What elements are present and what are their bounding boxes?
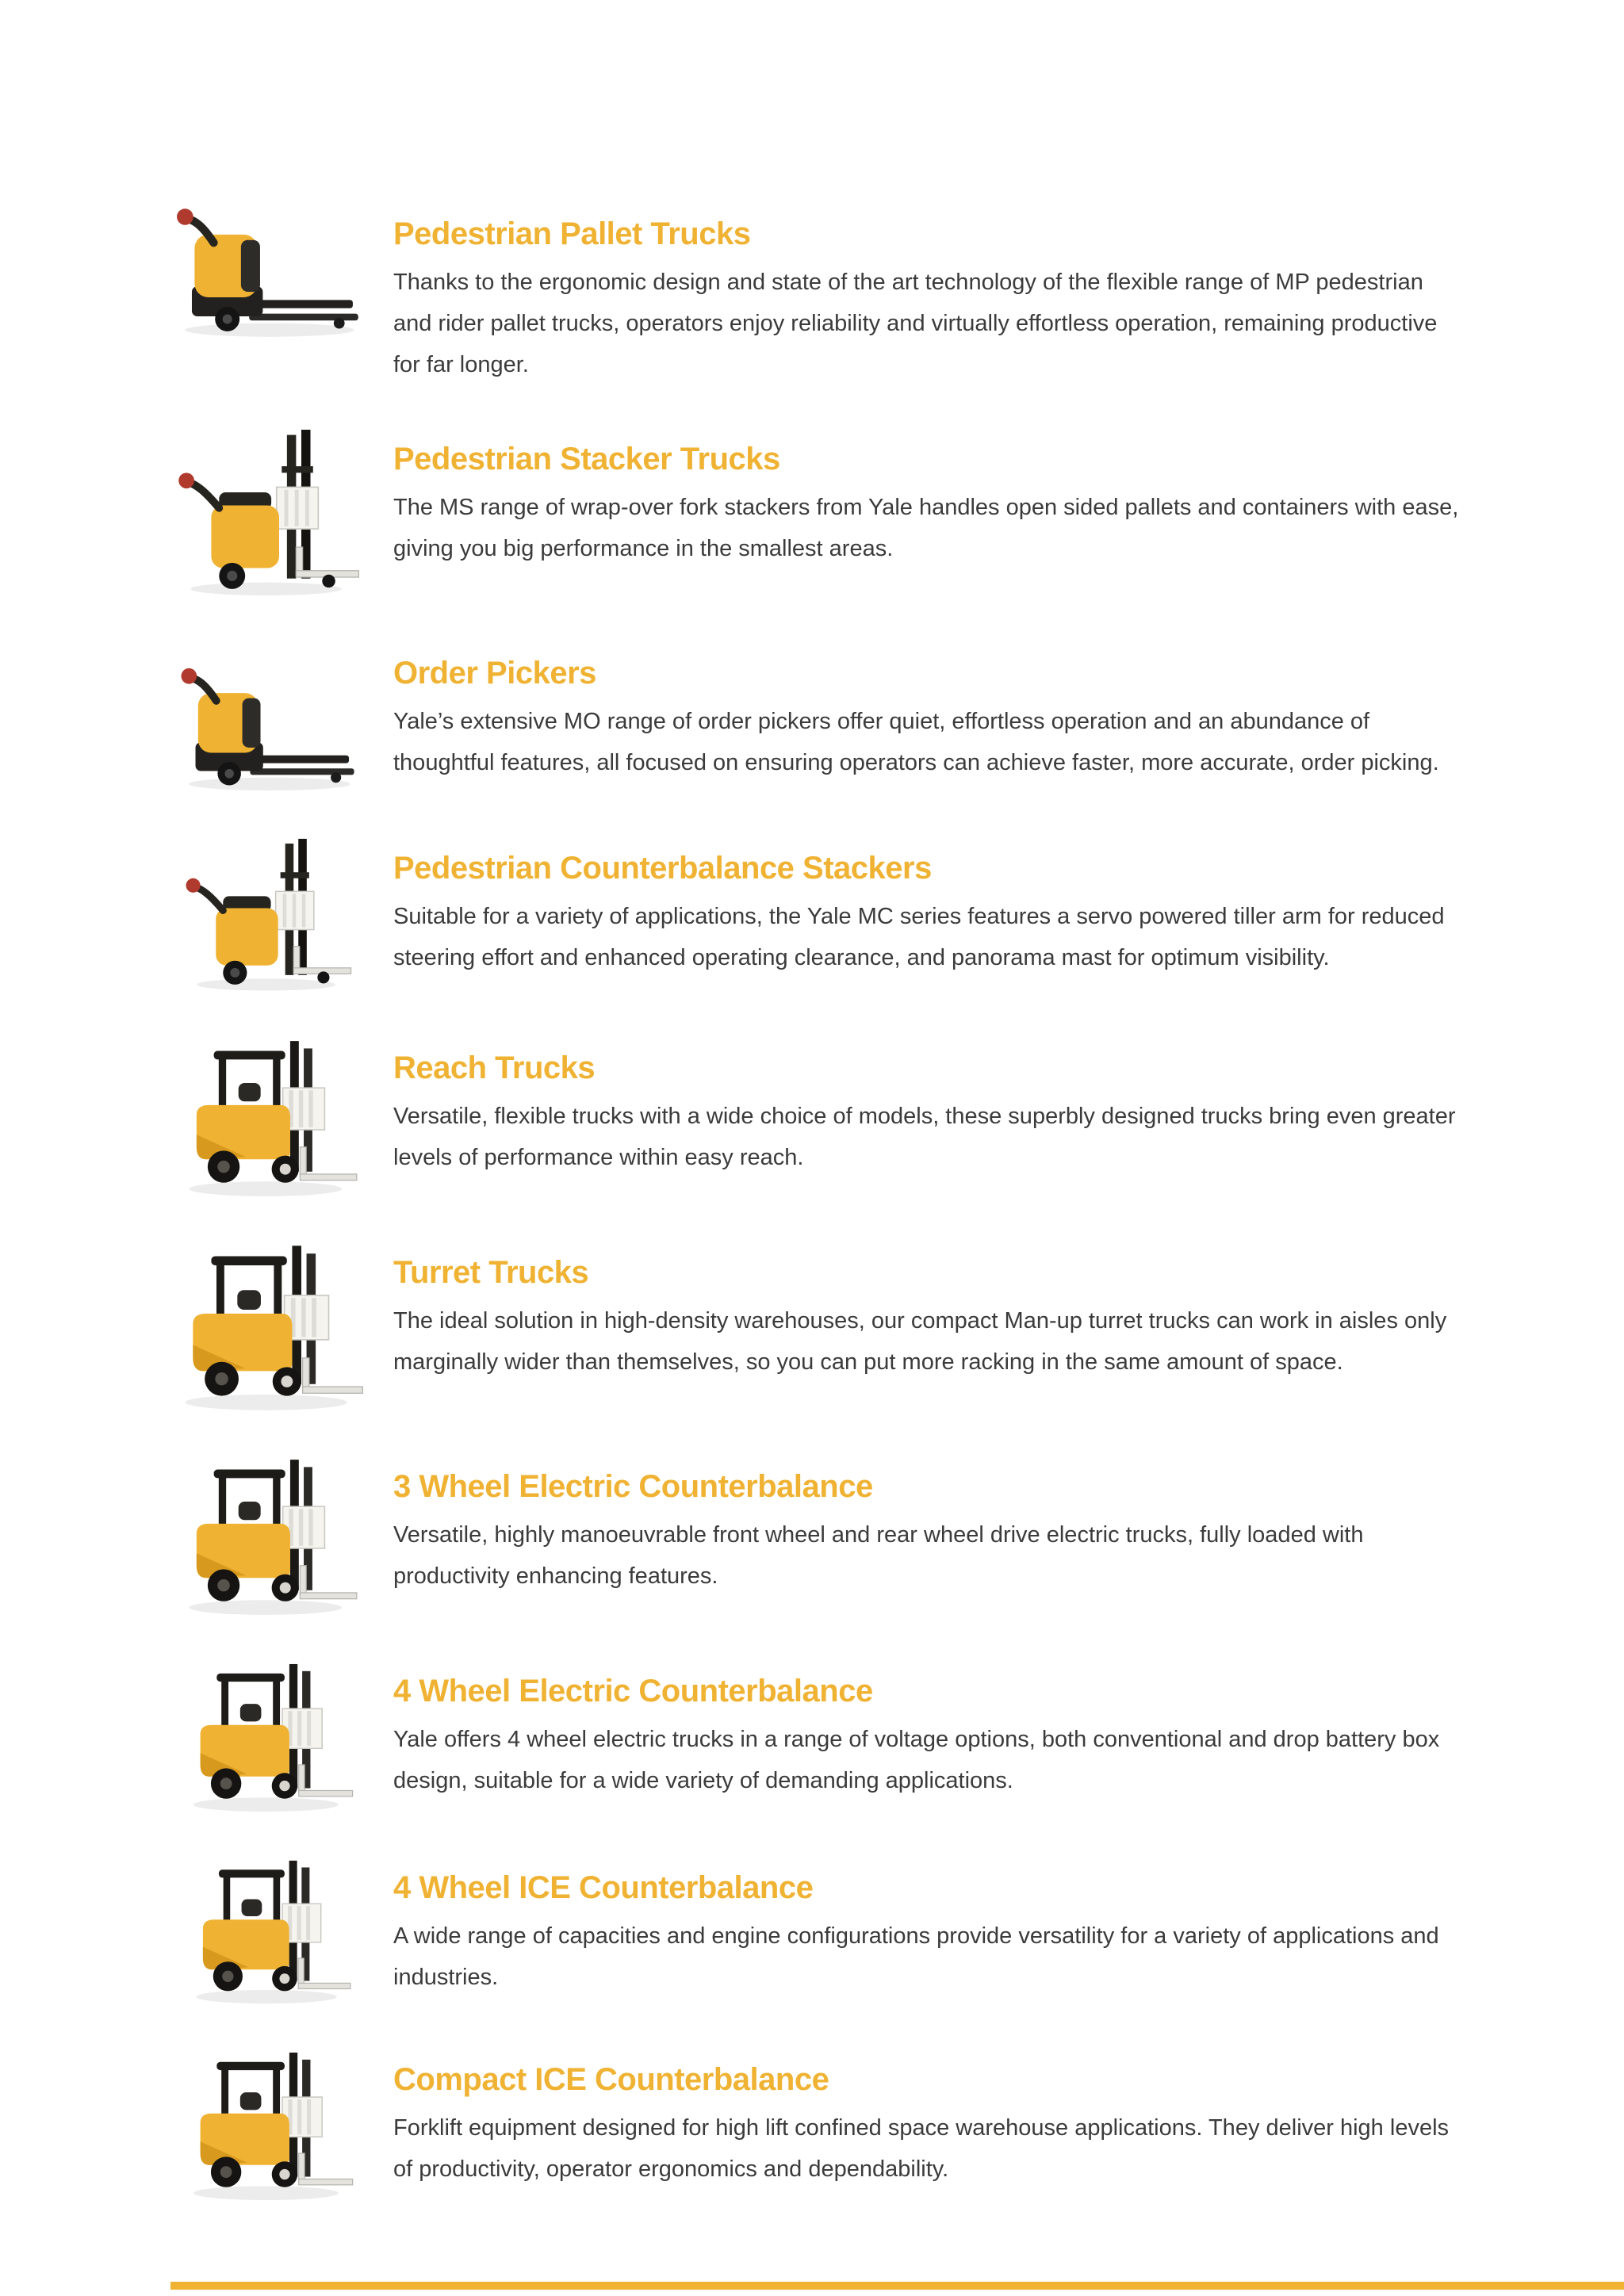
product-copy <box>393 1254 1465 1383</box>
order-picker-photo-icon <box>159 644 381 794</box>
product-section-four-wheel-ice-counterbalance <box>159 1869 1465 2006</box>
product-section-pedestrian-pallet-trucks <box>159 216 1465 385</box>
product-copy <box>393 1468 1465 1597</box>
product-section-turret-trucks <box>159 1254 1465 1413</box>
product-title: Pedestrian Stacker Trucks <box>393 442 780 476</box>
product-section-pedestrian-stacker-trucks <box>159 441 1465 599</box>
pedestrian-pallet-truck-photo-icon <box>159 205 381 341</box>
product-section-pedestrian-counterbalance-stackers <box>159 850 1465 994</box>
pedestrian-stacker-truck-photo-icon <box>159 430 381 599</box>
four-wheel-electric-forklift-photo-icon <box>159 1662 381 1814</box>
product-copy <box>393 1050 1465 1178</box>
bottom-accent-bar <box>170 2282 1624 2290</box>
product-title: Pedestrian Counterbalance Stackers <box>393 851 932 886</box>
turret-truck-photo-icon <box>159 1243 381 1413</box>
product-copy <box>393 655 1465 783</box>
product-description: Versatile, flexible trucks with a wide choice of models, these superbly designed trucks bring even greater levels of performance within easy reach. <box>393 1104 1456 1170</box>
product-title: Turret Trucks <box>393 1255 589 1290</box>
three-wheel-electric-forklift-photo-icon <box>159 1457 381 1617</box>
product-title: Compact ICE Counterbalance <box>393 2062 829 2097</box>
product-section-three-wheel-electric-counterbalance <box>159 1468 1465 1617</box>
product-section-order-pickers <box>159 655 1465 794</box>
product-description: A wide range of capacities and engine configurations provide versatility for a variety of applications and industries. <box>393 1923 1439 1990</box>
product-section-compact-ice-counterbalance <box>159 2061 1465 2202</box>
product-copy <box>393 1673 1465 1801</box>
product-section-four-wheel-electric-counterbalance <box>159 1673 1465 1814</box>
product-title: 4 Wheel ICE Counterbalance <box>393 1870 814 1905</box>
product-description: The MS range of wrap-over fork stackers from Yale handles open sided pallets and containers with ease, giving you big performance in the smallest areas. <box>393 495 1459 561</box>
product-description: Versatile, highly manoeuvrable front wheel and rear wheel drive electric trucks, fully loaded with productivity enhancing features. <box>393 1522 1364 1589</box>
product-description: Thanks to the ergonomic design and state of the art technology of the flexible range of MP pedestrian and rider pallet trucks, operators enjoy reliability and virtually effortless operation, remaining productive for far longer. <box>393 270 1438 377</box>
product-description: Yale’s extensive MO range of order pickers offer quiet, effortless operation and an abundance of thoughtful features, all focused on ensuring operators can achieve faster, more accurate, order picking. <box>393 709 1439 775</box>
product-copy <box>393 2061 1465 2190</box>
product-title: Pedestrian Pallet Trucks <box>393 216 751 251</box>
product-copy <box>393 216 1465 385</box>
product-title: Order Pickers <box>393 656 596 691</box>
product-section-list <box>159 216 1465 2202</box>
product-description: Yale offers 4 wheel electric trucks in a range of voltage options, both conventional and drop battery box design, suitable for a wide variety of demanding applications. <box>393 1727 1440 1793</box>
product-title: 4 Wheel Electric Counterbalance <box>393 1674 873 1709</box>
product-description: Forklift equipment designed for high lift confined space warehouse applications. They deliver high levels of productivity, operator ergonomics and dependability. <box>393 2115 1450 2182</box>
product-description: The ideal solution in high-density warehouses, our compact Man-up turret trucks can work in aisles only marginally wider than themselves, so you can put more racking in the same amount of space. <box>393 1308 1447 1375</box>
compact-ice-forklift-photo-icon <box>159 2050 381 2202</box>
product-copy <box>393 441 1465 569</box>
product-description: Suitable for a variety of applications, the Yale MC series features a servo powered tiller arm for reduced steering effort and enhanced operating clearance, and panorama mast for optimum visibility. <box>393 904 1445 970</box>
product-section-reach-trucks <box>159 1050 1465 1199</box>
product-title: 3 Wheel Electric Counterbalance <box>393 1469 873 1504</box>
product-title: Reach Trucks <box>393 1050 596 1085</box>
reach-truck-photo-icon <box>159 1039 381 1199</box>
four-wheel-ice-forklift-photo-icon <box>159 1858 381 2006</box>
counterbalance-stacker-photo-icon <box>159 839 381 994</box>
product-copy <box>393 850 1465 978</box>
product-copy <box>393 1869 1465 1998</box>
